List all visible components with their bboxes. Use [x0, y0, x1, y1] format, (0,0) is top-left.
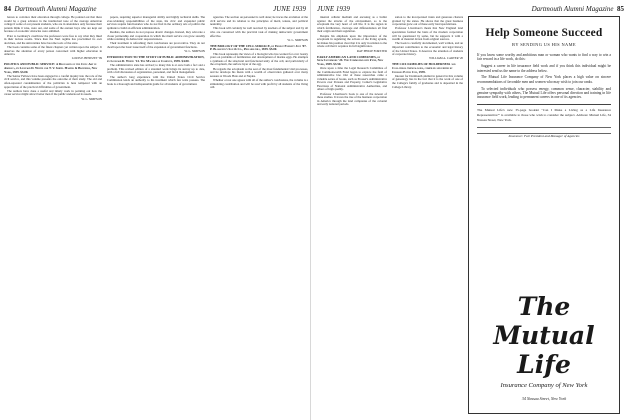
- right-column-2: [392, 16, 463, 416]
- left-column-1: [4, 16, 102, 416]
- body-paragraph: Their treatment is refreshing; their conclusions are provocative. They do not dwell upon the basic issue itself of the expansion of government functions.: [107, 41, 205, 49]
- right-page: [313, 0, 628, 420]
- mutual-life-logo: The Mutual Life: [493, 292, 595, 379]
- reviewer-signature: W. L. SIMPSON: [81, 96, 102, 101]
- body-paragraph: The book contains some of the finest chapters yet written upon the subject. It deserves the attention of every person concerned with higher education in America.: [4, 44, 102, 57]
- ad-address: 34 Nassau Street, New York: [521, 396, 567, 401]
- body-paragraph: Despite his emphasis upon the importance of the ectoplasm in regulating the actions of the living system, he makes his position clear that it is only in relation to the whole cell that it acquires its full significance.: [317, 33, 387, 49]
- left-running-month: JUNE 1939: [273, 5, 306, 13]
- right-running-month: JUNE 1939: [317, 5, 350, 13]
- body-paragraph: The authors have done a useful and timely work in pointing out how the career service might attract better men if the public understood its needs.: [4, 88, 102, 97]
- body-paragraph: Professor Livermore's book is one of the newest of these studies. It traces the rise of the business corporation in America through the land companies of the colonial and early national periods.: [317, 91, 387, 107]
- ad-subheadline: BY SENDING US HIS NAME: [511, 42, 576, 47]
- left-page: [0, 0, 311, 420]
- right-running-head: [317, 3, 624, 15]
- left-column-2: [107, 16, 205, 416]
- coupon-signature: Insurance: Fair President and Manager of Agencies: [508, 134, 580, 139]
- body-paragraph: The author's long experience with the United States Civil Service Commission lends an authority to his treatment which few texts possess. The book is a thorough and indispensable guide for all students of government.: [107, 74, 205, 86]
- body-paragraph: The Senior Fellows have been engaged in a careful inquiry into the role of the civil service, and this volume presents the outcome of their study. The old and often-repeated condemnation of the politician is here tempered with an appreciation of the practical difficulties of government.: [4, 73, 102, 89]
- mutual-life-logo-subtitle: Insurance Company of New York: [500, 382, 588, 389]
- coupon-text: The Mutual Life's new 35-page booklet "Can I Make a Living as a Life Insurance Representative?" is available to those who wish to consider the subject. Address: Mutual Life, 34 Nassau Street, New York.: [477, 107, 611, 122]
- mutual-life-advertisement: [468, 16, 620, 414]
- body-paragraph: fences to convince their education through college. He pointed out that there would be a great advance in the intellectual tone of the average American college if some of our present students, who are in attendance only because their parents think it wise, were out, and some of the earnest boys who are kept out because of economic obstacles were admitted.: [4, 16, 102, 34]
- review-heading: THE BIOLOGY OF THE CELL SURFACE, by Ernest Everett Just '07. P. Blakiston's Son & Co., Philadelphia, 1939. $5.00.: [210, 43, 307, 52]
- left-running-title: Dartmouth Alumni Magazine: [14, 5, 97, 13]
- body-paragraph: This book represents the views of a biologist who has worked for over twenty years on problems of fertilization and development of marine eggs. He attempts a synthesis of the structural and functional unity of the cell, and particularly of the ectoplasm, the surface layer of the egg.: [210, 51, 308, 67]
- review-heading: INTRODUCTION TO THE STUDY OF PUBLIC ADMINISTRATION, by Leonard D. White '14. The Macmillan Company, 1939. $4.00.: [107, 55, 205, 63]
- body-paragraph: Realists, the authors do not propose drastic changes. Instead, they advocate a closer partnership and cooperation in which the merit service can grow steadily while retaining its democratic responsiveness.: [107, 29, 205, 42]
- body-paragraph: He regards the ectoplasm as the seat of the most fundamental vital processes, and he develops his thesis with a wealth of observation gathered over many seasons at Woods Hole and at Naples.: [210, 66, 308, 78]
- ad-paragraph: Suggest a career in life insurance field work and if you think this individual might be interested send us the name to the address below.: [477, 64, 611, 73]
- right-column-1: [317, 16, 387, 416]
- body-paragraph: Whether or not one agrees with all of the author's conclusions, the volume is a stimulating contribution and will be read with profit by all students of the living cell.: [210, 78, 308, 90]
- ad-body: [477, 53, 611, 139]
- body-paragraph: Prior to Germany's overthrow the professors were free to say what they liked in their lecture rooms. Since then the Nazi regime has proclaimed its own doctrines, and the universities have become tools of the state.: [4, 33, 102, 45]
- body-paragraph: Interest for Dartmouth alumni in general in this volume of genealogy lies in the fact that it is the work of one of the College's family of graduates and is deposited in the College Library.: [392, 73, 463, 89]
- body-paragraph: internal cellular medium and encasing as a buffer against the attacks of the environment, so is the ectoplasm the very heart of cell life. It is the region in which fertilization, cleavage and differentiation all find their origin and their regulation.: [317, 16, 387, 34]
- body-paragraph: The administrative state has arrived; to many this is at once both a fact and a problem. This revised edition of a standard work brings its survey up to date, with a full discussion of organization, personnel, and fiscal management.: [107, 63, 205, 75]
- body-paragraph: Professor Livermore's thesis that New England land speculation formed the basis of the modern corporation will be questioned by some, but he supports it with a wealth of material drawn from original sources.: [392, 26, 463, 42]
- review-heading: THE COX FAMILIES OF HOLDERNESS and Collateral Genealogies, compiled and edited by Charles Eaton Cox, 1939.: [392, 62, 456, 74]
- left-page-number: 84: [4, 5, 11, 13]
- review-heading: POLITICS AND PUBLIC SERVICE: A Discussion of the Civic Art in America, by Leonard D. White and T. V. Smith. Harper & Brothers, New York, 1939. $3.00.: [4, 62, 98, 74]
- left-running-head: [4, 3, 306, 15]
- reviewer-signature: RAY PHILIP FORSTER: [356, 48, 387, 53]
- body-paragraph: papers, requiring superior managerial ability and highly technical skills. The ever-widening responsibilities of the state, his civic and expanded public services require functionaries who do not find in the ordinary arts of politics the aptitude to build an efficient administration.: [107, 16, 205, 30]
- body-paragraph: This book will certainly be well received by teachers of the subject and by all who are concerned with the practical task of making democratic government effective.: [210, 26, 308, 38]
- review-heading: EARLY AMERICAN LAND COMPANIES, by Shaw Livermore '24. The Commonwealth Fund, New York, 1939. $3.50.: [317, 54, 384, 66]
- body-paragraph: agencies. The section on personnel is well done; he traces the evolution of the civil service and its relation to the principles of merit, tenure, and political neutrality.: [210, 16, 308, 27]
- reviewer-signature: WILLIAM A. CARTER '20: [429, 56, 463, 61]
- ad-paragraph: If you know some worthy and ambitious man or woman who wants to find a way to win a fair reward in a life work, do this:: [477, 53, 611, 62]
- body-paragraph: sation to the incorporated trusts and generous charters granted by the states. He shows that the great business corporation grew out of these early land speculations.: [392, 16, 463, 27]
- left-column-3: [210, 16, 308, 416]
- ad-headline: Help Someone Succeed: [485, 27, 603, 39]
- reviewer-signature: W. L. SIMPSON: [184, 49, 205, 54]
- right-page-number: 85: [617, 5, 624, 13]
- body-paragraph: The book is carefully documented, well written, and an important contribution to the economic and legal history of the United States. It deserves the attention of students of corporate history.: [392, 41, 463, 57]
- ad-paragraph: To selected individuals who possess energy, common sense, character, stability and genuine sympathy with others, The Mutual Life offers personal direction and training in life insurance field work, leading to permanent careers in one of its agencies.: [477, 86, 611, 100]
- ad-paragraph: The Mutual Life Insurance Company of New York places a high value on sincere recommendations of favorable men and women who may wish to join our ranks.: [477, 75, 611, 84]
- reviewer-signature: LOUIS P. BENEZET '99: [71, 56, 102, 61]
- right-running-title: Dartmouth Alumni Magazine: [531, 5, 614, 13]
- body-paragraph: Once upon a time the Legal Research Committee of the Commonwealth Fund began to explore the field of administrative law. Out of these researches came a valuable series of books, such as Prosser's Administrative Powers over Persons and Property, Comer's Legislative Functions of National Administrative Authorities, and others of high quality.: [317, 66, 387, 92]
- reviewer-signature: W. L. SIMPSON: [287, 37, 308, 42]
- ad-coupon[interactable]: [477, 104, 611, 139]
